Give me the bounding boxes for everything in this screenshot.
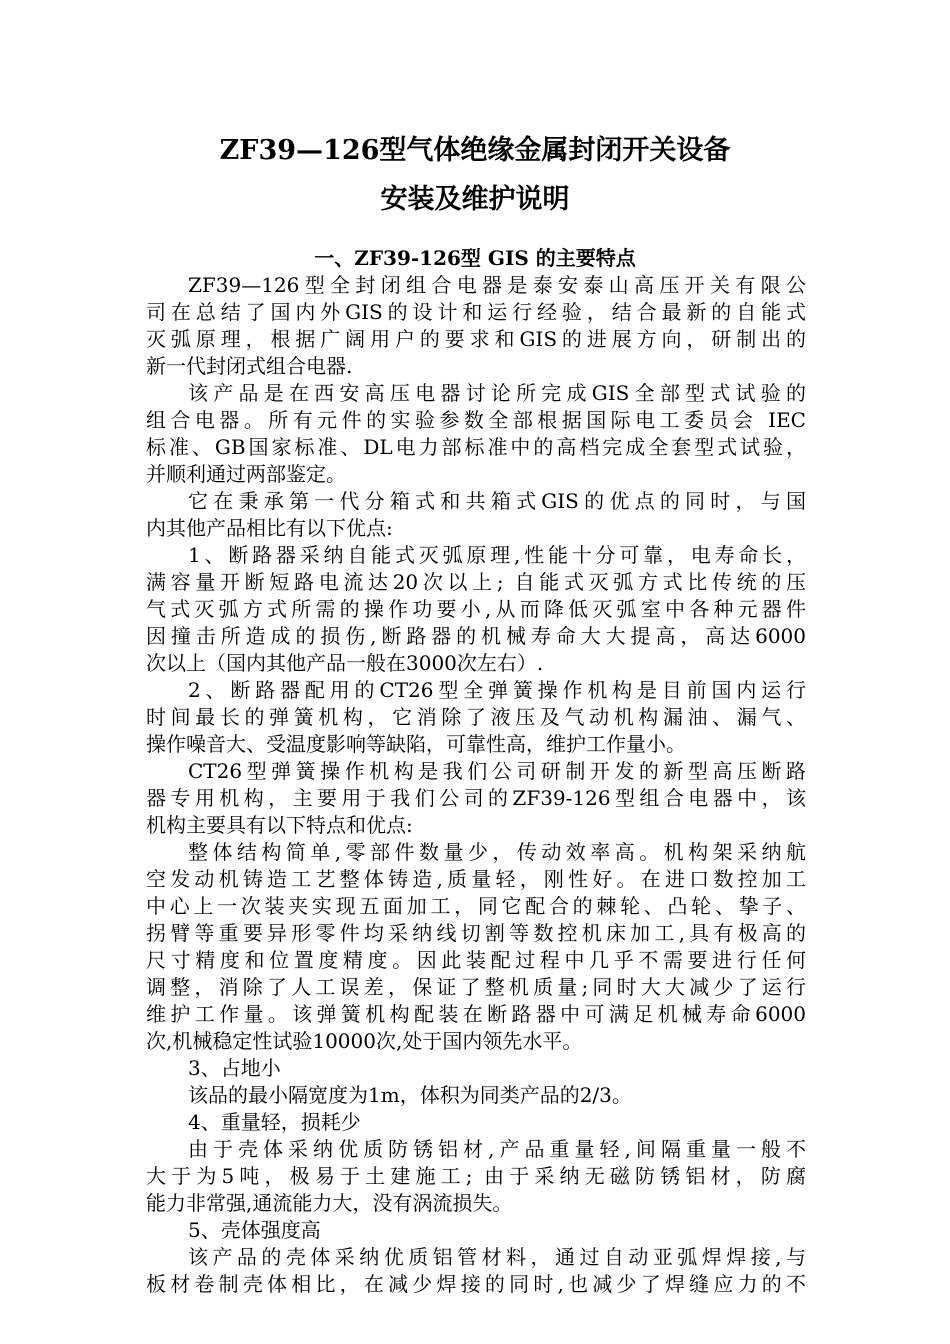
text-line: ZF39—126型全封闭组合电器是泰安泰山高压开关有限公 xyxy=(188,273,806,297)
text-line: 尺寸精度和位置度精度。因此装配过程中几乎不需要进行任何 xyxy=(146,948,806,972)
text-line: 3、占地小 xyxy=(188,1056,281,1080)
text-line: 2、断路器配用的CT26型全弹簧操作机构是目前国内运行 xyxy=(188,678,806,702)
text-line: 由于壳体采纳优质防锈铝材,产品重量轻,间隔重量一般不 xyxy=(188,1137,806,1161)
text-line: 器专用机构，主要用于我们公司的ZF39-126型组合电器中，该 xyxy=(146,786,806,810)
text-line: 组合电器。所有元件的实验参数全部根据国际电工委员会 IEC xyxy=(146,408,806,432)
text-line: 整体结构简单,零部件数量少，传动效率高。机构架采纳航 xyxy=(188,840,806,864)
text-line: 气式灭弧方式所需的操作功要小,从而降低灭弧室中各种元器件 xyxy=(146,597,806,621)
text-line: 次以上（国内其他产品一般在3000次左右）. xyxy=(146,651,544,675)
text-line: 次,机械稳定性试验10000次,处于国内领先水平。 xyxy=(146,1029,583,1053)
body-text xyxy=(146,272,806,1298)
text-line: 中心上一次装夹实现五面加工，同它配合的棘轮、凸轮、挚子、 xyxy=(146,894,806,918)
text-line: 内其他产品相比有以下优点: xyxy=(146,516,393,540)
text-line: 该产品的壳体采纳优质铝管材料，通过自动亚弧焊焊接,与 xyxy=(188,1245,806,1269)
text-line: 拐臂等重要异形零件均采纳线切割等数控机床加工,具有极高的 xyxy=(146,921,806,945)
text-line: 能力非常强,通流能力大，没有涡流损失。 xyxy=(146,1191,513,1215)
document-subtitle: 安装及维护说明 xyxy=(380,184,570,215)
text-line: 5、壳体强度高 xyxy=(188,1218,321,1242)
text-line: 标准、GB国家标准、DL电力部标准中的高档完成全套型式试验， xyxy=(146,435,806,459)
text-line: 它在秉承第一代分箱式和共箱式GIS的优点的同时，与国 xyxy=(188,489,806,513)
text-line: 维护工作量。该弹簧机构配装在断路器中可满足机械寿命6000 xyxy=(146,1002,806,1026)
text-line: 因撞击所造成的损伤,断路器的机械寿命大大提高，高达6000 xyxy=(146,624,806,648)
text-line: 该品的最小隔宽度为1m，体积为同类产品的2/3。 xyxy=(188,1083,632,1107)
text-line: 满容量开断短路电流达20次以上; 自能式灭弧方式比传统的压 xyxy=(146,570,806,594)
text-line: CT26型弹簧操作机构是我们公司研制开发的新型高压断路 xyxy=(188,759,806,783)
text-line: 空发动机铸造工艺整体铸造,质量轻，刚性好。在进口数控加工 xyxy=(146,867,806,891)
text-line: 大于为5吨，极易于土建施工; 由于采纳无磁防锈铝材，防腐 xyxy=(146,1164,806,1188)
text-line: 该产品是在西安高压电器讨论所完成GIS全部型式试验的 xyxy=(188,381,806,405)
text-line: 司在总结了国内外GIS的设计和运行经验，结合最新的自能式 xyxy=(146,300,806,324)
document-title: ZF39—126型气体绝缘金属封闭开关设备 xyxy=(219,135,731,166)
text-line: 操作噪音大、受温度影响等缺陷，可靠性高，维护工作量小。 xyxy=(146,732,686,756)
text-line: 1、断路器采纳自能式灭弧原理,性能十分可靠，电寿命长， xyxy=(188,543,806,567)
text-line: 调整，消除了人工误差，保证了整机质量;同时大大减少了运行 xyxy=(146,975,806,999)
text-line: 时间最长的弹簧机构，它消除了液压及气动机构漏油、漏气、 xyxy=(146,705,806,729)
text-line: 新一代封闭式组合电器. xyxy=(146,354,353,378)
text-line: 灭弧原理，根据广阔用户的要求和GIS的进展方向，研制出的 xyxy=(146,327,806,351)
text-line: 机构主要具有以下特点和优点: xyxy=(146,813,413,837)
text-line: 板材卷制壳体相比，在减少焊接的同时,也减少了焊缝应力的不 xyxy=(146,1272,806,1296)
text-line: 并顺利通过两部鉴定。 xyxy=(146,462,346,486)
text-line: 4、重量轻，损耗少 xyxy=(188,1110,361,1134)
section-heading: 一、ZF39-126型 GIS 的主要特点 xyxy=(314,246,636,270)
